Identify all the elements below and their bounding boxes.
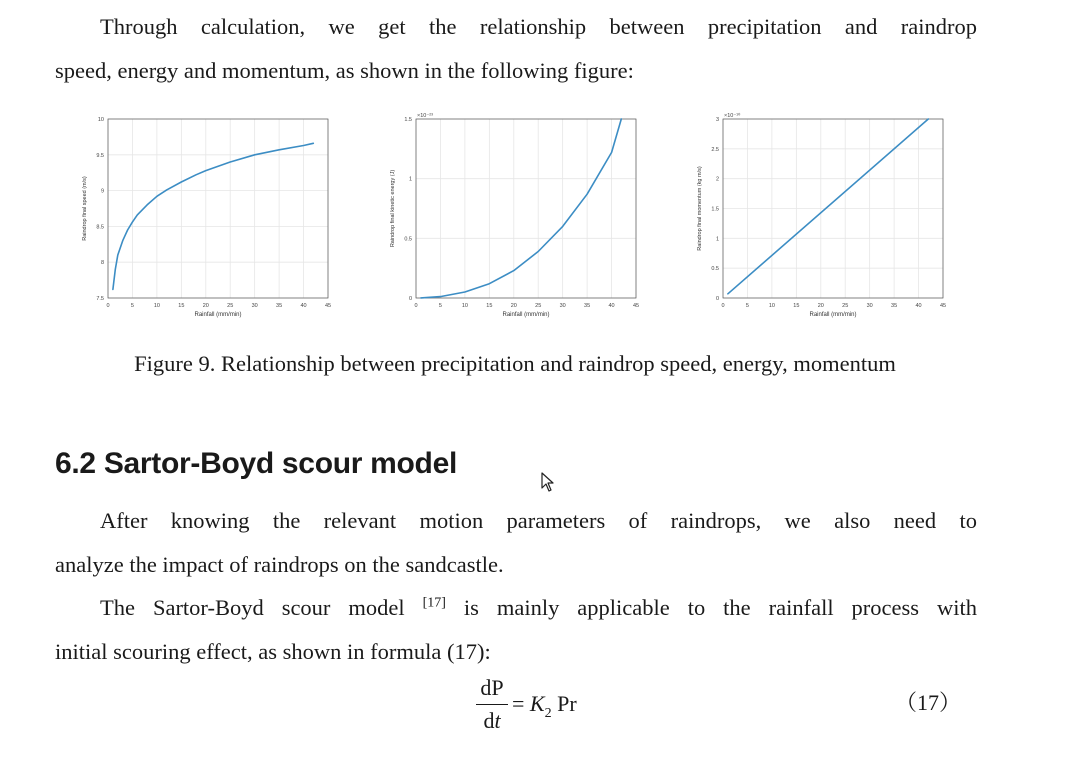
chart-svg — [690, 105, 950, 330]
x-tick-label: 30 — [866, 303, 873, 309]
figure-caption: Figure 9. Relationship between precipitation and raindrop speed, energy, momentum — [134, 351, 896, 376]
x-tick-label: 40 — [608, 303, 615, 309]
y-tick-label: 0 — [408, 296, 412, 302]
y-exponent-label: ×10⁻²³ — [417, 113, 433, 119]
x-tick-label: 20 — [202, 303, 209, 309]
y-tick-label: 8.5 — [96, 224, 104, 231]
x-tick-label: 45 — [324, 303, 332, 309]
x-tick-label: 25 — [227, 303, 234, 309]
x-tick-label: 10 — [461, 303, 468, 309]
chart-speed — [75, 105, 335, 330]
y-tick-label: 9.5 — [96, 152, 104, 159]
paragraph-3-line-2: initial scouring effect, as shown in formula (17): — [55, 639, 491, 664]
paragraph-3-line-1 — [55, 586, 977, 630]
chart-svg — [75, 105, 335, 330]
x-tick-label: 10 — [153, 303, 160, 309]
y-tick-label: 0.5 — [711, 266, 719, 273]
formula-numerator: dP — [480, 675, 504, 700]
equation-number: （17） — [895, 690, 962, 715]
y-tick-label: 7.5 — [96, 296, 104, 302]
y-tick-label: 1.5 — [404, 117, 412, 123]
paragraph-2-line-2: analyze the impact of raindrops on the sandcastle. — [55, 552, 504, 577]
x-tick-label: 40 — [300, 303, 307, 309]
formula-denominator — [474, 707, 510, 735]
x-tick-label: 30 — [559, 303, 566, 309]
paragraph-2-line-1: After knowing the relevant motion parameters of raindrops, we also need to — [100, 508, 977, 533]
x-tick-label: 0 — [414, 303, 418, 309]
paragraph-3-text-b: is mainly applicable to the rainfall process with — [445, 595, 977, 620]
x-tick-label: 30 — [251, 303, 258, 309]
y-tick-label: 8 — [100, 260, 104, 267]
x-tick-label: 5 — [130, 303, 134, 309]
intro-line-1: Through calculation, we get the relationship between precipitation and raindrop — [100, 14, 977, 39]
x-tick-label: 0 — [721, 303, 725, 309]
formula-equals: = — [512, 691, 530, 716]
x-tick-label: 45 — [632, 303, 640, 309]
section-heading: 6.2 Sartor-Boyd scour model — [55, 447, 457, 480]
chart-svg — [383, 105, 643, 330]
x-tick-label: 35 — [276, 303, 283, 309]
y-tick-label: 0.5 — [404, 236, 412, 243]
y-tick-label: 2 — [715, 176, 719, 183]
fraction-bar — [476, 704, 508, 705]
x-tick-label: 20 — [817, 303, 824, 309]
plot-area — [416, 119, 636, 298]
formula-rhs — [512, 689, 577, 729]
citation-ref: [17] — [422, 595, 446, 611]
x-axis-label: Rainfall (mm/min) — [194, 312, 242, 318]
formula-rhs-term: Pr — [551, 691, 577, 716]
x-tick-label: 15 — [793, 303, 800, 309]
denominator-d: d — [483, 708, 495, 733]
intro-line-2: speed, energy and momentum, as shown in the following figure: — [55, 58, 634, 83]
y-exponent-label: ×10⁻¹⁰ — [724, 113, 741, 119]
x-tick-label: 45 — [939, 303, 947, 309]
y-axis-label: Raindrop final speed (m/s) — [82, 176, 88, 241]
chart-energy — [383, 105, 643, 330]
y-tick-label: 10 — [97, 117, 104, 123]
x-tick-label: 35 — [891, 303, 898, 309]
x-tick-label: 25 — [535, 303, 542, 309]
x-tick-label: 15 — [486, 303, 493, 309]
x-tick-label: 5 — [745, 303, 749, 309]
x-tick-label: 20 — [510, 303, 517, 309]
y-tick-label: 1.5 — [711, 206, 719, 213]
formula-17 — [474, 674, 694, 744]
paragraph-3-text-a: The Sartor-Boyd scour model — [100, 595, 423, 620]
x-axis-label: Rainfall (mm/min) — [809, 312, 857, 318]
x-tick-label: 5 — [438, 303, 442, 309]
mouse-pointer-icon — [541, 472, 557, 494]
y-axis-label: Raindrop final momentum (kg m/s) — [697, 166, 703, 251]
x-tick-label: 35 — [584, 303, 591, 309]
y-axis-label: Raindrop final kinetic energy (J) — [390, 169, 396, 248]
denominator-t: t — [494, 708, 501, 733]
x-tick-label: 0 — [106, 303, 110, 309]
y-tick-label: 9 — [100, 188, 104, 195]
plot-area — [108, 119, 328, 298]
x-tick-label: 15 — [178, 303, 185, 309]
formula-coef-sub: 2 — [544, 706, 552, 721]
x-axis-label: Rainfall (mm/min) — [502, 312, 550, 318]
formula-coef: K — [529, 691, 545, 716]
y-tick-label: 1 — [715, 236, 719, 243]
x-tick-label: 40 — [915, 303, 922, 309]
x-tick-label: 10 — [768, 303, 775, 309]
y-tick-label: 0 — [715, 296, 719, 302]
x-tick-label: 25 — [842, 303, 849, 309]
y-tick-label: 1 — [408, 176, 412, 183]
y-tick-label: 3 — [715, 117, 719, 123]
y-tick-label: 2.5 — [711, 146, 719, 153]
chart-momentum — [690, 105, 950, 330]
